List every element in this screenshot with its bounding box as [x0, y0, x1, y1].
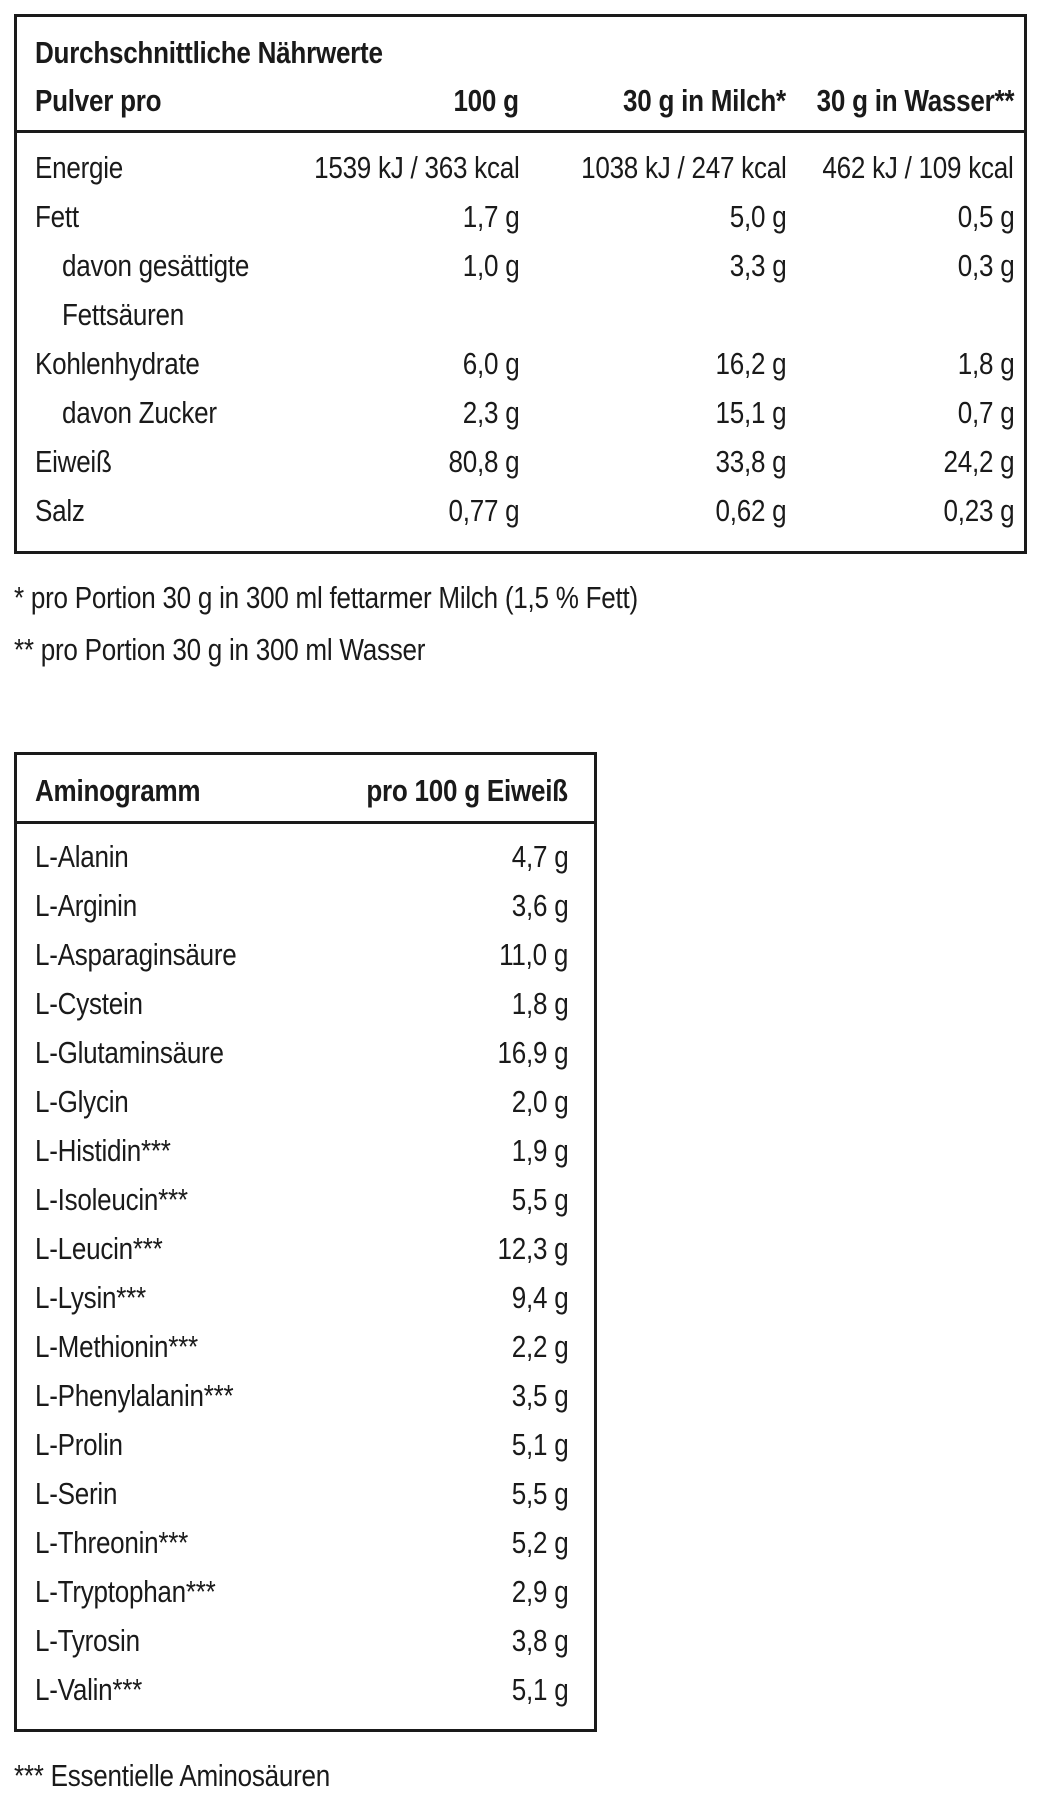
row-value-milk: 3,3 g [729, 248, 786, 283]
header-divider [17, 130, 1024, 133]
row-value-100g: 6,0 g [462, 346, 519, 381]
footnote-water: ** pro Portion 30 g in 300 ml Wasser [14, 632, 426, 667]
amino-name: L-Cystein [35, 986, 143, 1021]
amino-value: 2,9 g [511, 1574, 568, 1609]
row-label: Energie [35, 150, 124, 185]
amino-name: L-Glutaminsäure [35, 1035, 224, 1070]
header-label: Pulver pro [35, 83, 162, 118]
row-value-water: 462 kJ / 109 kcal [822, 150, 1014, 185]
row-value-100g: 1,7 g [462, 199, 519, 234]
row-value-milk: 15,1 g [715, 395, 786, 430]
amino-value: 1,9 g [511, 1133, 568, 1168]
row-value-milk: 33,8 g [715, 444, 786, 479]
row-label: Salz [35, 493, 85, 528]
footnote-milk: * pro Portion 30 g in 300 ml fettarmer Milch (1,5 % Fett) [14, 580, 638, 615]
row-value-water: 1,8 g [957, 346, 1014, 381]
row-label: Eiweiß [35, 444, 112, 479]
row-label: davon Zucker [62, 395, 217, 430]
row-label: Fett [35, 199, 79, 234]
amino-value: 5,5 g [511, 1476, 568, 1511]
amino-name: L-Histidin*** [35, 1133, 171, 1168]
amino-name: L-Methionin*** [35, 1329, 198, 1364]
row-value-100g: 2,3 g [462, 395, 519, 430]
row-value-milk: 16,2 g [715, 346, 786, 381]
amino-value: 5,1 g [511, 1427, 568, 1462]
amino-header-divider [17, 821, 594, 824]
row-value-milk: 1038 kJ / 247 kcal [580, 150, 786, 185]
amino-value: 2,2 g [511, 1329, 568, 1364]
amino-value: 12,3 g [497, 1231, 568, 1266]
amino-name: L-Serin [35, 1476, 118, 1511]
row-value-100g: 1539 kJ / 363 kcal [313, 150, 519, 185]
amino-header-label: Aminogramm [35, 773, 201, 808]
row-value-100g: 1,0 g [462, 248, 519, 283]
amino-value: 3,6 g [511, 888, 568, 923]
amino-name: L-Isoleucin*** [35, 1182, 188, 1217]
header-col-100g: 100 g [453, 83, 519, 118]
row-label: Kohlenhydrate [35, 346, 200, 381]
amino-value: 1,8 g [511, 986, 568, 1021]
amino-value: 4,7 g [511, 839, 568, 874]
row-value-100g: 80,8 g [448, 444, 519, 479]
amino-value: 9,4 g [511, 1280, 568, 1315]
row-value-water: 24,2 g [943, 444, 1014, 479]
amino-footnote: *** Essentielle Aminosäuren [14, 1758, 330, 1793]
amino-value: 5,5 g [511, 1182, 568, 1217]
amino-value: 3,8 g [511, 1623, 568, 1658]
amino-value: 5,2 g [511, 1525, 568, 1560]
amino-header-value: pro 100 g Eiweiß [366, 773, 568, 808]
row-label: Fettsäuren [62, 297, 184, 332]
amino-name: L-Alanin [35, 839, 129, 874]
row-value-water: 0,7 g [957, 395, 1014, 430]
nutrition-title: Durchschnittliche Nährwerte [35, 35, 383, 70]
amino-value: 5,1 g [511, 1672, 568, 1707]
row-value-milk: 0,62 g [715, 493, 786, 528]
amino-name: L-Tyrosin [35, 1623, 140, 1658]
amino-value: 11,0 g [499, 937, 568, 972]
amino-name: L-Tryptophan*** [35, 1574, 216, 1609]
amino-name: L-Asparaginsäure [35, 937, 237, 972]
header-col-milk: 30 g in Milch* [623, 83, 786, 118]
amino-value: 2,0 g [511, 1084, 568, 1119]
amino-name: L-Leucin*** [35, 1231, 163, 1266]
amino-name: L-Lysin*** [35, 1280, 146, 1315]
row-label: davon gesättigte [62, 248, 250, 283]
row-value-water: 0,5 g [957, 199, 1014, 234]
amino-name: L-Prolin [35, 1427, 123, 1462]
row-value-water: 0,23 g [943, 493, 1014, 528]
amino-value: 16,9 g [497, 1035, 568, 1070]
row-value-milk: 5,0 g [729, 199, 786, 234]
amino-name: L-Arginin [35, 888, 137, 923]
row-value-100g: 0,77 g [448, 493, 519, 528]
amino-name: L-Glycin [35, 1084, 129, 1119]
header-col-water: 30 g in Wasser** [816, 83, 1014, 118]
amino-name: L-Phenylalanin*** [35, 1378, 234, 1413]
row-value-water: 0,3 g [957, 248, 1014, 283]
nutrition-table [14, 14, 1027, 554]
amino-value: 3,5 g [511, 1378, 568, 1413]
amino-name: L-Valin*** [35, 1672, 143, 1707]
amino-table [14, 752, 597, 1732]
amino-name: L-Threonin*** [35, 1525, 189, 1560]
